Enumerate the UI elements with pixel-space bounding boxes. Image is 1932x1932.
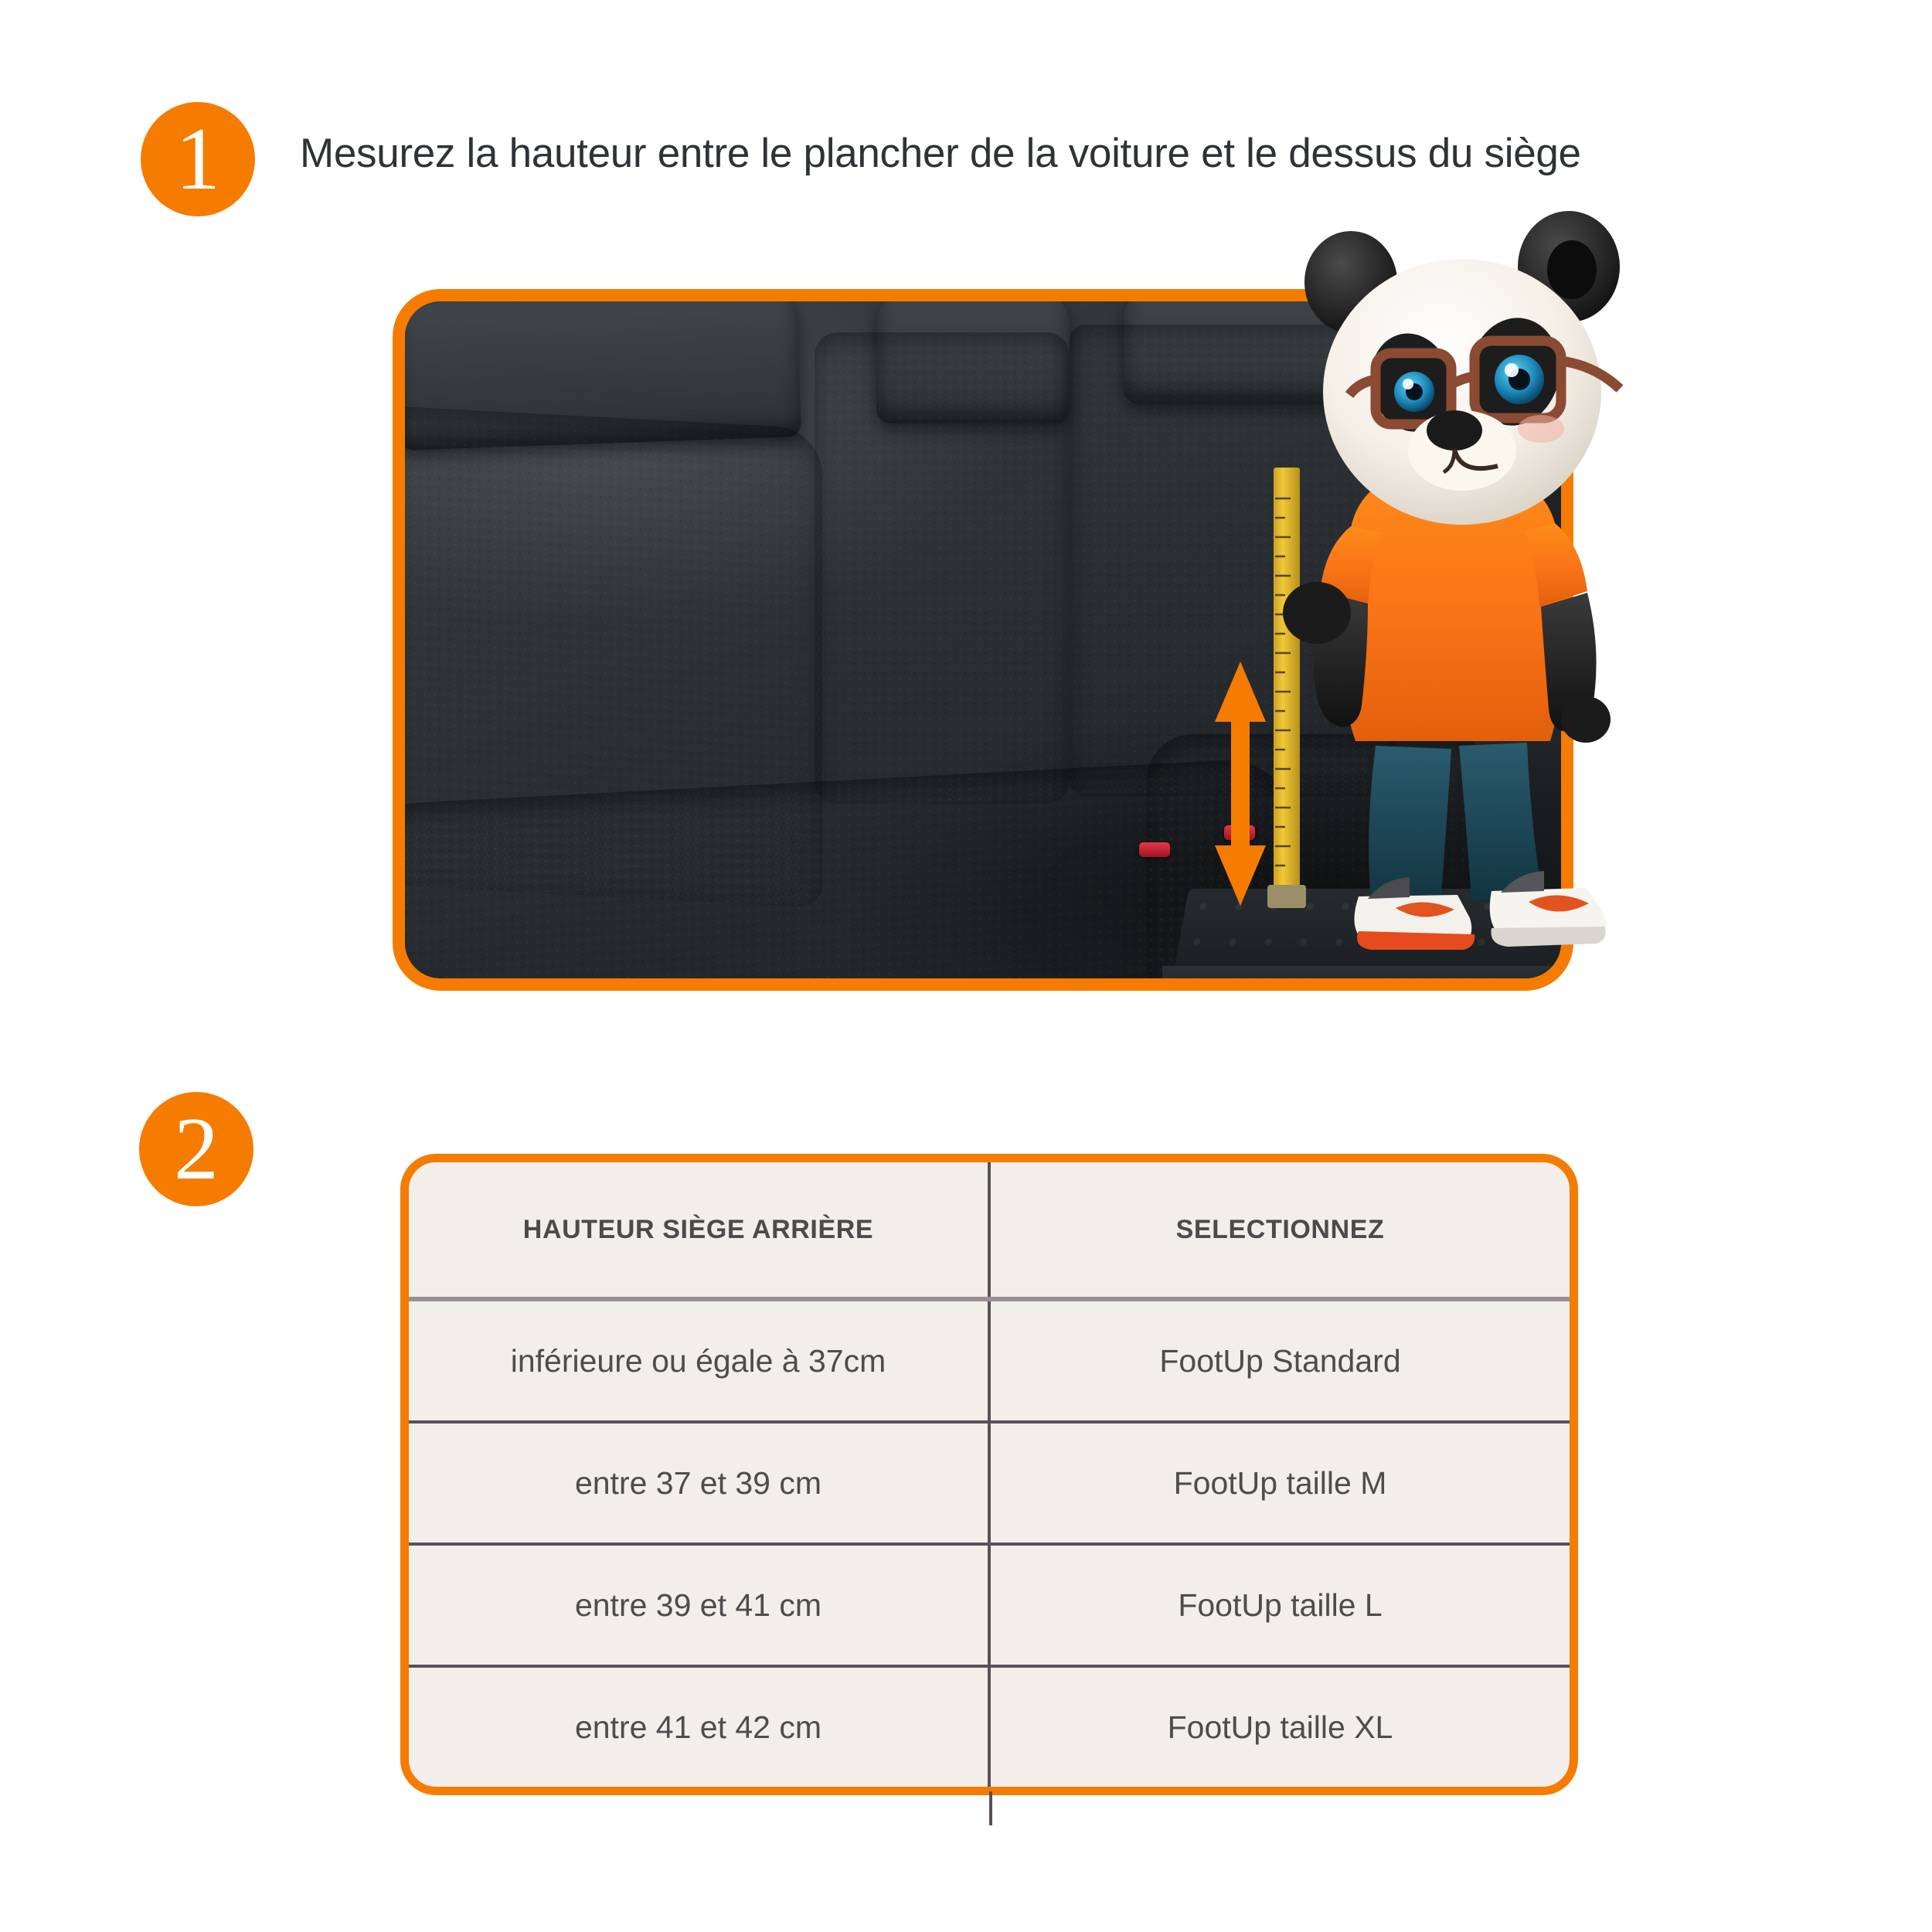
seatbelt-buckle-1 (1139, 842, 1170, 857)
size-table (409, 1162, 1570, 1787)
column-header-selection: SELECTIONNEZ (989, 1162, 1570, 1299)
table-row[interactable] (409, 1666, 1570, 1787)
table-row[interactable] (409, 1299, 1570, 1422)
panda-mascot (1260, 189, 1677, 1009)
size-table-body (409, 1299, 1570, 1787)
panda-leg-left (1369, 746, 1451, 903)
cell-seat-height: inférieure ou égale à 37cm (409, 1299, 989, 1422)
seatback-middle (815, 332, 1070, 804)
panda-hand-left (1283, 582, 1351, 644)
cell-product: FootUp taille L (989, 1544, 1570, 1666)
panda-nose (1427, 410, 1482, 451)
step-1-instruction: Mesurez la hauteur entre le plancher de la voiture et le dessus du siège (300, 131, 1581, 176)
step-badge-1-number: 1 (175, 110, 220, 209)
cell-seat-height: entre 37 et 39 cm (409, 1422, 989, 1544)
step-badge-1 (141, 102, 255, 216)
table-divider-overrun (989, 1791, 992, 1825)
size-table-head (409, 1162, 1570, 1299)
table-header-row (409, 1162, 1570, 1299)
step-badge-2-number: 2 (174, 1100, 219, 1199)
measuring-tape-icon (1267, 468, 1306, 908)
cell-seat-height: entre 41 et 42 cm (409, 1666, 989, 1787)
cell-product: FootUp taille M (989, 1422, 1570, 1544)
table-row[interactable] (409, 1544, 1570, 1666)
panda-hand-right (1561, 696, 1611, 743)
cell-product: FootUp taille XL (1167, 1709, 1393, 1745)
cell-seat-height: entre 39 et 41 cm (409, 1544, 989, 1666)
column-header-seat-height: HAUTEUR SIÈGE ARRIÈRE (409, 1162, 989, 1299)
step-badge-2 (139, 1092, 253, 1206)
table-row[interactable] (409, 1422, 1570, 1544)
size-selection-table (400, 1154, 1578, 1795)
double-arrow-vertical-icon (1215, 662, 1266, 906)
cell-product: FootUp Standard (989, 1299, 1570, 1422)
